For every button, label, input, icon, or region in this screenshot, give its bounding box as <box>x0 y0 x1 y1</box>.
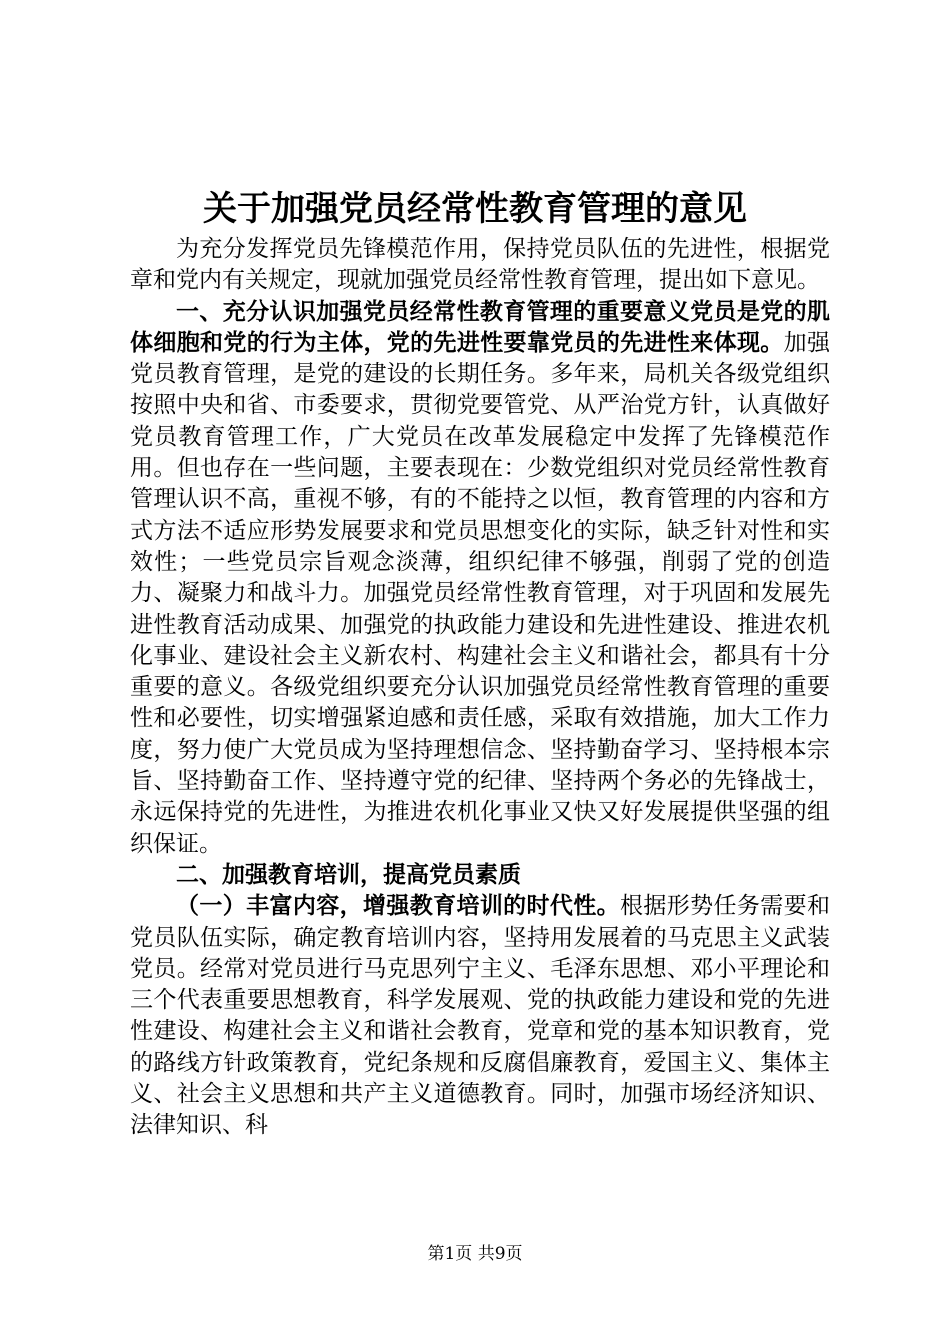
section1-text: 加强党员教育管理，是党的建设的长期任务。多年来，局机关各级党组织按照中央和省、市委要求，贯彻党要管党、从严治党方针，认真做好党员教育管理工作，广大党员在改革发展稳定中发挥了先锋模范作用。但也存在一些问题，主要表现在：少数党组织对党员经常性教育管理认识不高，重视不够，有的不能持之以恒，教育管理的内容和方式方法不适应形势发展要求和党员思想变化的实际，缺乏针对性和实效性；一些党员宗旨观念淡薄，组织纪律不够强，削弱了党的创造力、凝聚力和战斗力。加强党员经常性教育管理，对于巩固和发展先进性教育活动成果、加强党的执政能力建设和先进性建设、推进农机化事业、建设社会主义新农村、构建社会主义和谐社会，都具有十分重要的意义。各级党组织要充分认识加强党员经常性教育管理的重要性和必要性，切实增强紧迫感和责任感，采取有效措施，加大工作力度，努力使广大党员成为坚持理想信念、坚持勤奋学习、坚持根本宗旨、坚持勤奋工作、坚持遵守党的纪律、坚持两个务必的先锋战士，永远保持党的先进性，为推进农机化事业又快又好发展提供坚强的组织保证。 <box>130 329 831 857</box>
intro-paragraph: 为充分发挥党员先锋模范作用，保持党员队伍的先进性，根据党章和党内有关规定，现就加强党员经常性教育管理，提出如下意见。 <box>130 236 830 294</box>
page-footer: 第1页 共9页 <box>427 1244 523 1264</box>
section1-paragraph <box>130 297 830 860</box>
document-body <box>130 234 830 1142</box>
section2-heading: 二、加强教育培训，提高党员素质 <box>176 861 521 888</box>
document-title: 关于加强党员经常性教育管理的意见 <box>203 189 747 229</box>
subsection1-heading: （一）丰富内容，增强教育培训的时代性。 <box>176 893 621 920</box>
subsection1-paragraph <box>130 891 830 1141</box>
section1-heading: 一、充分认识加强党员经常性教育管理的重要意义党员是党的肌体细胞和党的行为主体，党的先进性要靠党员的先进性来体现。 <box>130 298 830 356</box>
subsection1-text: 根据形势任务需要和党员队伍实际，确定教育培训内容，坚持用发展着的马克思主义武装党员。经常对党员进行马克思列宁主义、毛泽东思想、邓小平理论和三个代表重要思想教育，科学发展观、党的执政能力建设和党的先进性建设、构建社会主义和谐社会教育，党章和党的基本知识教育，党的路线方针政策教育，党纪条规和反腐倡廉教育，爱国主义、集体主义、社会主义思想和共产主义道德教育。同时，加强市场经济知识、法律知识、科 <box>130 893 831 1139</box>
